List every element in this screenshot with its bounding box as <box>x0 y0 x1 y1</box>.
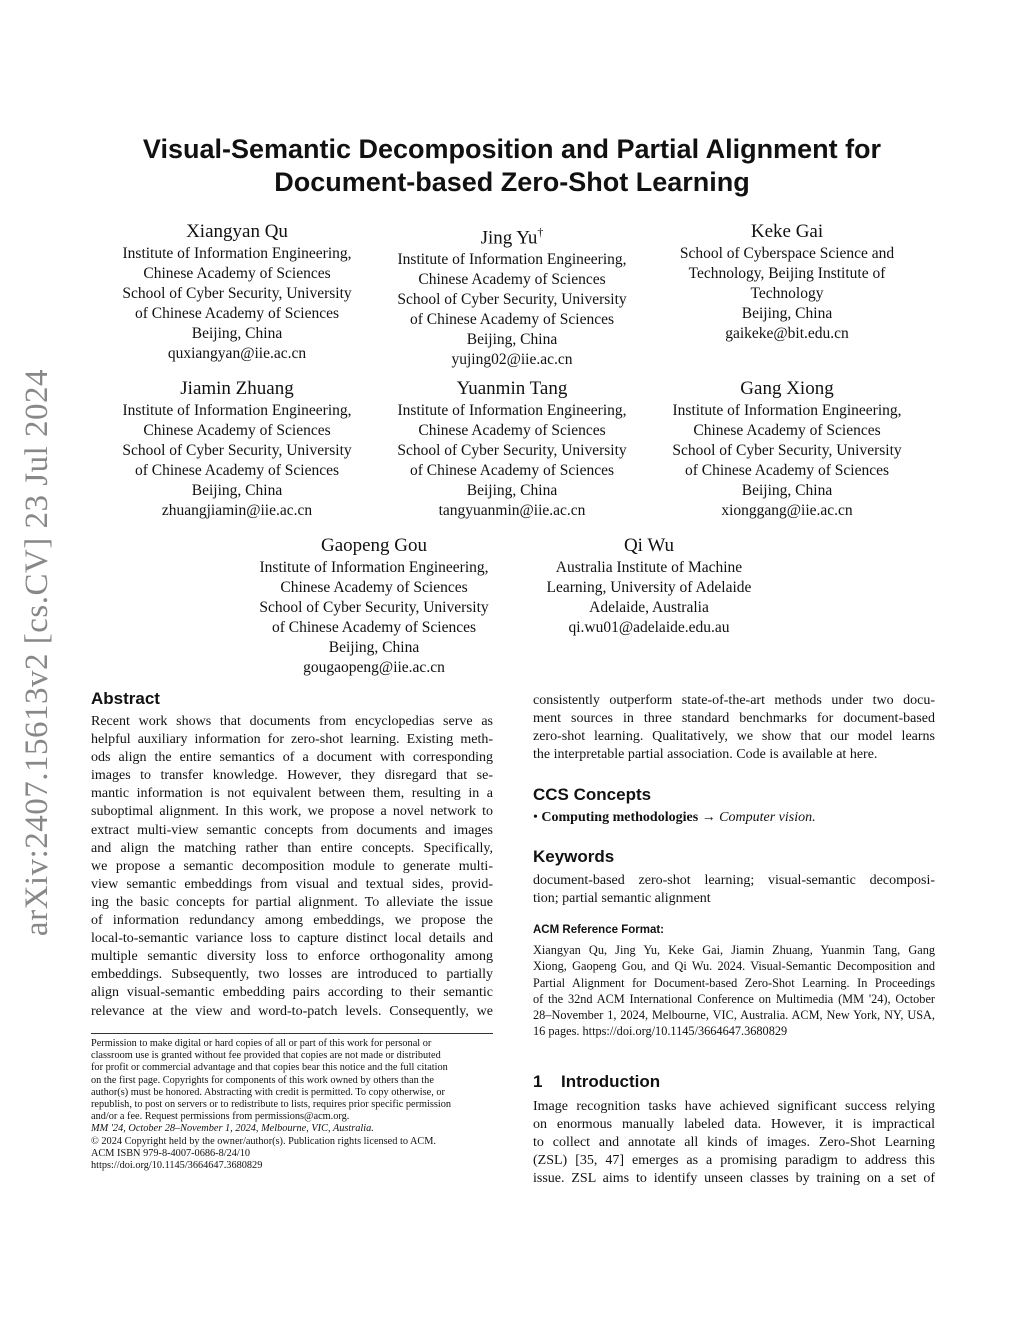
author-affiliation-line: Beijing, China <box>741 305 833 322</box>
abstract-body-continued <box>533 692 935 764</box>
footnote-copyright: © 2024 Copyright held by the owner/author(s). Publication rights licensed to ACM. <box>91 1135 437 1147</box>
author-affiliation-line: Beijing, China <box>191 325 283 342</box>
footnote-line: and/or a fee. Request permissions from permissions@acm.org. <box>91 1111 350 1123</box>
author-name: Gaopeng Gou <box>320 535 428 556</box>
author-affiliation-line: of Chinese Academy of Sciences <box>684 462 890 479</box>
abstract-line: ment sources in three standard benchmarks for document-based <box>533 711 935 727</box>
author-affiliation-line: Institute of Information Engineering, <box>397 402 627 419</box>
acm-reference-line: Partial Alignment for Document-based Zero-Shot Learning. In Proceedings <box>533 975 935 990</box>
keywords-line: tion; partial semantic alignment <box>533 891 711 907</box>
author-affiliation-line: School of Cyber Security, University <box>397 291 627 309</box>
author-name: Qi Wu <box>623 535 675 556</box>
permission-footnote <box>91 1038 493 1172</box>
introduction-line: (ZSL) [35, 47] emerges as a promising paradigm to address this <box>533 1153 935 1169</box>
author-block <box>387 377 637 521</box>
footnote-venue: MM '24, October 28–November 1, 2024, Melbourne, VIC, Australia. <box>91 1123 374 1135</box>
author-name: Xiangyan Qu <box>186 221 288 242</box>
abstract-line: ing the basic concepts for partial alignment. To alleviate the issue <box>91 894 493 910</box>
author-block <box>387 220 637 370</box>
section-title: Introduction <box>561 1072 661 1091</box>
abstract-line: extract multi-view semantic concepts from documents and images <box>91 822 493 838</box>
author-affiliation-line: Australia Institute of Machine <box>555 559 743 576</box>
arrow-icon: → <box>701 810 716 825</box>
title-line-2: Document-based Zero-Shot Learning <box>274 167 750 197</box>
abstract-line: mantic information is not equivalent between them, resulting in a <box>91 786 493 802</box>
acm-reference-body <box>533 942 935 1040</box>
author-email: qi.wu01@adelaide.edu.au <box>568 619 730 636</box>
ccs-concept: Computer vision. <box>719 810 816 825</box>
author-affiliation-line: Chinese Academy of Sciences <box>693 422 881 439</box>
abstract-line: the interpretable partial association. Code is available at here. <box>533 747 878 763</box>
introduction-line: issue. ZSL aims to identify unseen classes by training on a set of <box>533 1171 935 1187</box>
ccs-concepts-heading: CCS Concepts <box>533 785 652 804</box>
author-affiliation-line: Adelaide, Australia <box>589 599 709 616</box>
acm-reference-line: 28–November 1, 2024, Melbourne, VIC, Australia. ACM, New York, NY, USA, <box>533 1008 935 1023</box>
author-affiliation-line: Technology, Beijing Institute of <box>688 265 886 282</box>
author-block <box>112 220 362 364</box>
abstract-line: we propose a semantic decomposition module to generate multi- <box>91 858 493 874</box>
title-line-1: Visual-Semantic Decomposition and Partial Alignment for <box>142 134 882 164</box>
author-affiliation-line: School of Cyber Security, University <box>259 599 489 616</box>
section-number: 1 <box>533 1072 543 1091</box>
author-affiliation-line: Institute of Information Engineering, <box>397 251 627 269</box>
author-email: yujing02@iie.ac.cn <box>451 351 573 369</box>
arxiv-identifier: arXiv:2407.15613v2 [cs.CV] 23 Jul 2024 <box>19 368 56 937</box>
author-name: Jiamin Zhuang <box>180 378 294 399</box>
ccs-concept-item <box>533 810 816 826</box>
introduction-line: on enormous manually labeled data. However, it is impractical <box>533 1117 935 1133</box>
author-affiliation-line: Chinese Academy of Sciences <box>418 422 606 439</box>
abstract-line: of information redundancy among embeddings, we propose the <box>91 913 493 929</box>
author-email: tangyuanmin@iie.ac.cn <box>438 502 586 519</box>
author-affiliation-line: Chinese Academy of Sciences <box>280 579 468 596</box>
author-affiliation-line: Beijing, China <box>466 482 558 499</box>
author-affiliation-line: of Chinese Academy of Sciences <box>271 619 477 636</box>
author-email: zhuangjiamin@iie.ac.cn <box>161 502 313 519</box>
footnote-isbn: ACM ISBN 979-8-4007-0686-8/24/10 <box>91 1147 251 1159</box>
author-affiliation-line: Institute of Information Engineering, <box>672 402 902 419</box>
author-affiliation-line: of Chinese Academy of Sciences <box>134 462 340 479</box>
corresponding-author-mark: † <box>537 225 544 239</box>
author-affiliation-line: Beijing, China <box>741 482 833 499</box>
author-name: Keke Gai <box>750 221 824 242</box>
introduction-line: Image recognition tasks have achieved significant success relying <box>533 1099 935 1114</box>
bullet: • <box>533 810 538 825</box>
author-affiliation-line: of Chinese Academy of Sciences <box>409 462 615 479</box>
acm-reference-line: Xiangyan Qu, Jing Yu, Keke Gai, Jiamin Zhuang, Yuanmin Tang, Gang <box>533 943 935 957</box>
footnote-line: republish, to post on servers or to redistribute to lists, requires prior specific permission <box>91 1099 452 1111</box>
abstract-body <box>91 713 493 1021</box>
author-name: Jing Yu† <box>480 225 544 249</box>
abstract-line: view semantic embeddings from visual and textual sides, provid- <box>91 876 493 892</box>
author-affiliation-line: Institute of Information Engineering, <box>122 402 352 419</box>
author-affiliation-line: of Chinese Academy of Sciences <box>409 311 615 329</box>
author-affiliation-line: Chinese Academy of Sciences <box>143 422 331 439</box>
arxiv-side-stamp <box>10 355 66 950</box>
author-email: gougaopeng@iie.ac.cn <box>303 659 445 676</box>
abstract-line: multiple semantic diversity loss to enforce orthogonality among <box>91 949 493 965</box>
footnote-line: on the first page. Copyrights for components of this work owned by others than the <box>91 1074 434 1086</box>
abstract-line: images to transfer knowledge. However, they disregard that se- <box>91 768 493 784</box>
author-name: Gang Xiong <box>740 378 834 399</box>
author-email: quxiangyan@iie.ac.cn <box>167 345 307 362</box>
author-block <box>662 220 912 344</box>
footnote-line: Permission to make digital or hard copies of all or part of this work for personal or <box>91 1038 432 1049</box>
abstract-line: Recent work shows that documents from encyclopedias serve as <box>91 714 493 729</box>
introduction-body <box>533 1098 935 1188</box>
abstract-line: relevance at the view and word-to-patch levels. Consequently, we <box>91 1003 493 1019</box>
footnote-divider <box>91 1033 493 1034</box>
author-block <box>662 377 912 521</box>
author-affiliation-line: Technology <box>750 285 824 302</box>
author-affiliation-line: Institute of Information Engineering, <box>259 559 489 576</box>
author-block <box>524 534 774 638</box>
author-affiliation-line: Institute of Information Engineering, <box>122 245 352 262</box>
author-name: Yuanmin Tang <box>456 378 568 399</box>
author-email: xionggang@iie.ac.cn <box>721 502 853 519</box>
author-affiliation-line: of Chinese Academy of Sciences <box>134 305 340 322</box>
keywords-heading: Keywords <box>533 847 615 866</box>
footnote-line: author(s) must be honored. Abstracting with credit is permitted. To copy otherwise, or <box>91 1086 445 1098</box>
author-affiliation-line: Chinese Academy of Sciences <box>418 271 606 289</box>
author-affiliation-line: School of Cyber Security, University <box>122 285 352 302</box>
author-email: gaikeke@bit.edu.cn <box>725 325 849 342</box>
acm-reference-heading: ACM Reference Format: <box>533 924 664 936</box>
abstract-line: local-to-semantic variance loss to capture distinct local details and <box>91 931 493 947</box>
abstract-line: embeddings. Subsequently, two losses are introduced to partially <box>91 967 493 983</box>
introduction-heading <box>533 1072 660 1092</box>
footnote-line: classroom use is granted without fee provided that copies are not made or distributed <box>91 1050 441 1062</box>
keywords-body <box>533 872 935 908</box>
abstract-line: and align the matching rather than entire concepts. Specifically, <box>91 840 493 856</box>
author-affiliation-line: School of Cyber Security, University <box>122 442 352 459</box>
author-affiliation-line: School of Cyberspace Science and <box>679 245 895 262</box>
ccs-category: Computing methodologies <box>541 810 699 825</box>
author-block <box>249 534 499 678</box>
author-affiliation-line: Beijing, China <box>328 639 420 656</box>
abstract-line: consistently outperform state-of-the-art methods under two docu- <box>533 693 935 708</box>
author-affiliation-line: Chinese Academy of Sciences <box>143 265 331 282</box>
abstract-line: ods align the entire semantics of a document with corresponding <box>91 750 493 766</box>
abstract-line: helpful auxiliary information for zero-shot learning. Existing meth- <box>91 732 493 748</box>
acm-reference-line: of the 32nd ACM International Conference on Multimedia (MM '24), October <box>533 991 935 1006</box>
abstract-heading: Abstract <box>91 689 160 708</box>
author-affiliation-line: Learning, University of Adelaide <box>546 579 752 596</box>
keywords-line: document-based zero-shot learning; visual-semantic decomposi- <box>533 873 935 888</box>
author-block <box>112 377 362 521</box>
footnote-doi-link[interactable]: https://doi.org/10.1145/3664647.3680829 <box>91 1160 263 1172</box>
author-affiliation-line: Beijing, China <box>466 331 558 349</box>
introduction-line: to collect and annotate all kinds of images. Zero-Shot Learning <box>533 1135 935 1151</box>
abstract-line: align visual-semantic embedding pairs according to their semantic <box>91 985 493 1001</box>
paper-title <box>100 133 924 199</box>
author-affiliation-line: School of Cyber Security, University <box>672 442 902 459</box>
acm-reference-line: 16 pages. https://doi.org/10.1145/3664647.3680829 <box>533 1024 788 1039</box>
acm-reference-line: Xiong, Gaopeng Gou, and Qi Wu. 2024. Visual-Semantic Decomposition and <box>533 959 935 974</box>
author-affiliation-line: School of Cyber Security, University <box>397 442 627 459</box>
abstract-line: suboptimal alignment. In this work, we propose a novel network to <box>91 804 493 820</box>
author-affiliation-line: Beijing, China <box>191 482 283 499</box>
footnote-line: for profit or commercial advantage and that copies bear this notice and the full citation <box>91 1062 448 1074</box>
abstract-line: zero-shot learning. Qualitatively, we show that our model learns <box>533 729 935 745</box>
